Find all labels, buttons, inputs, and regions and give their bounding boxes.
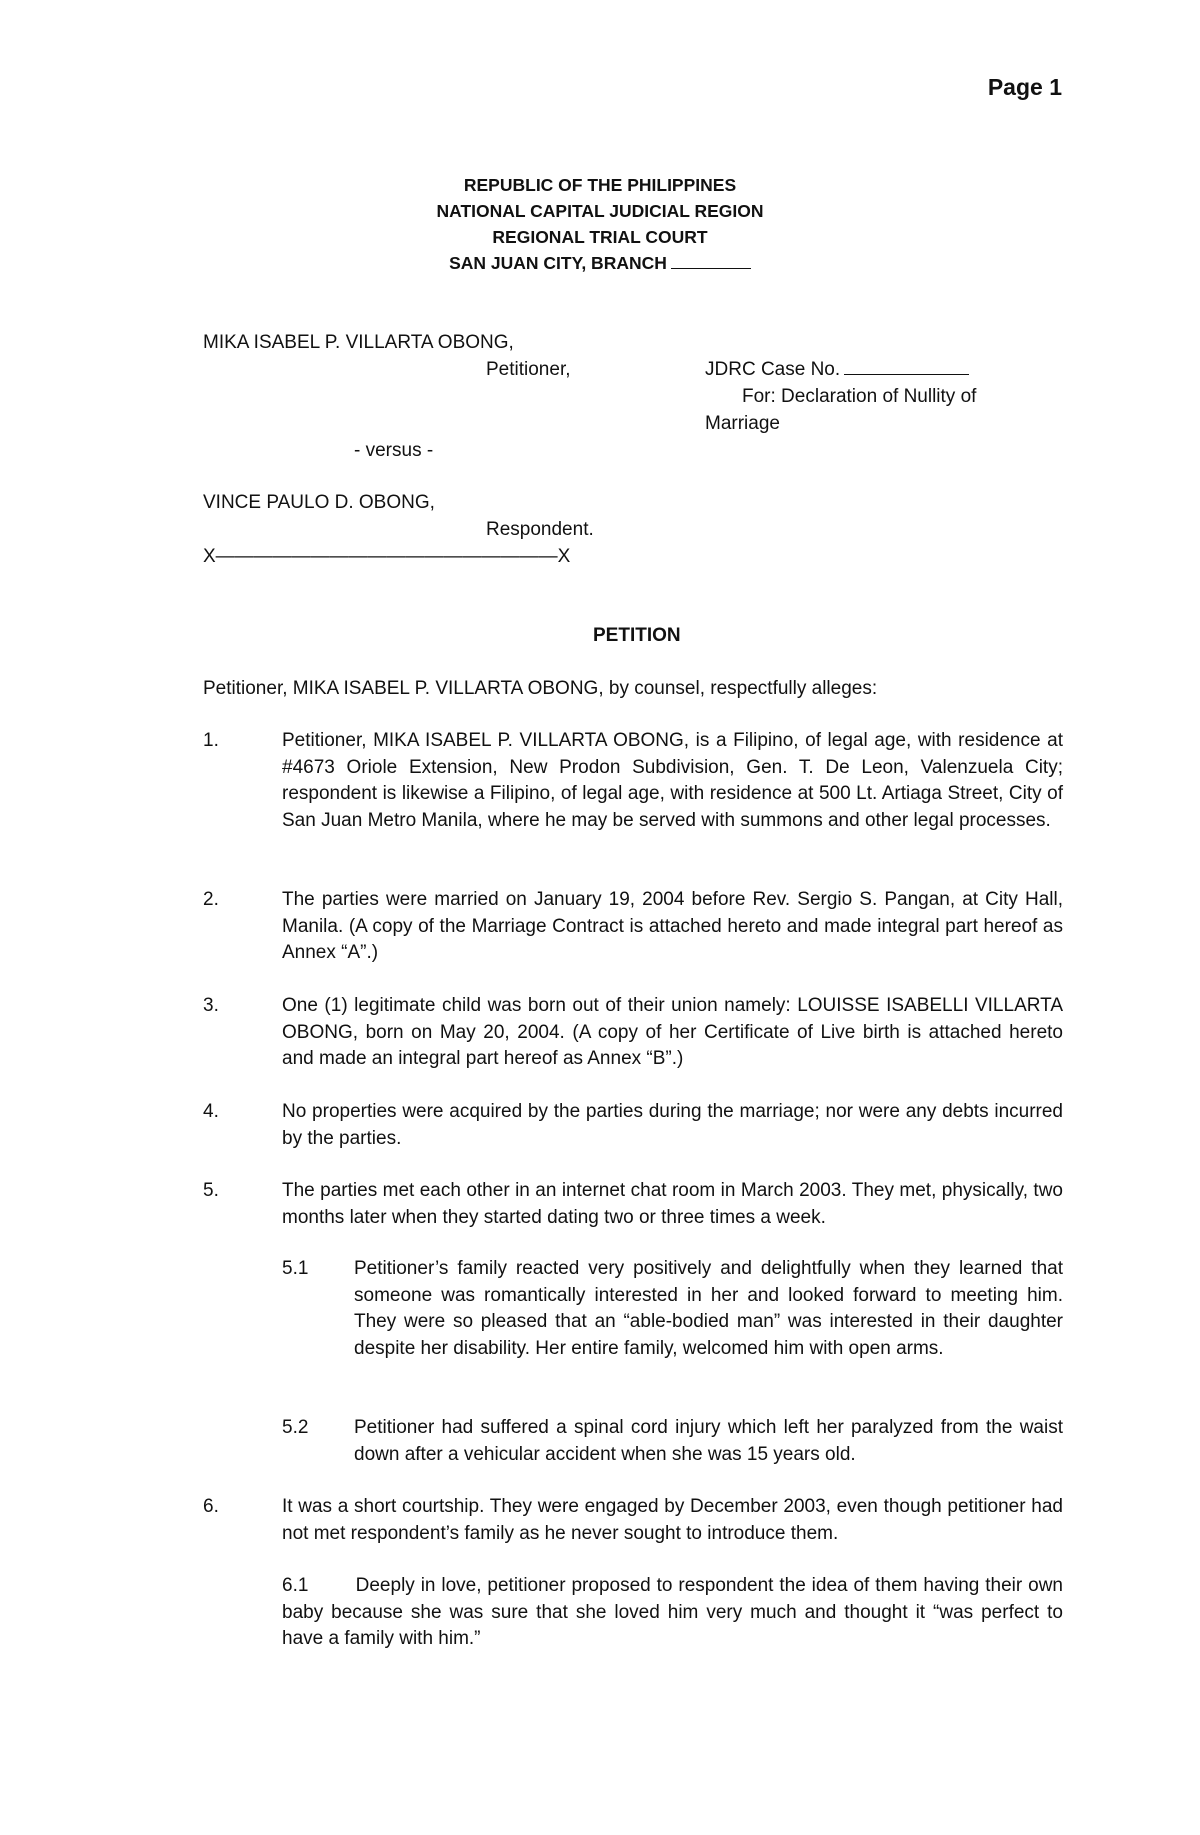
- subparagraph-5-1: [282, 1256, 1063, 1362]
- paragraph-2: [203, 887, 1063, 967]
- paragraph-6: [203, 1494, 1063, 1547]
- versus-label: - versus -: [354, 440, 434, 461]
- subparagraph-text: Petitioner had suffered a spinal cord injury which left her paralyzed from the waist down after a vehicular accident when she was 15 years old.: [354, 1417, 1063, 1465]
- paragraph-number: 3.: [203, 995, 219, 1016]
- header-branch-text: SAN JUAN CITY, BRANCH: [449, 253, 667, 273]
- header-branch: [0, 250, 1200, 277]
- respondent-label: Respondent.: [486, 519, 594, 540]
- subparagraph-5-2: [282, 1415, 1063, 1468]
- paragraph-text: The parties met each other in an internet chat room in March 2003. They met, physically, two months later when they started dating two or three times a week.: [282, 1180, 1063, 1228]
- petition-title: PETITION: [593, 625, 681, 646]
- paragraph-5: [203, 1178, 1063, 1231]
- subparagraph-text: Petitioner’s family reacted very positively and delightfully when they learned that someone was romantically interested in her and looked forward to meeting him. They were so pleased that an “able-bodied man” was interested in their daughter despite her disability. Her entire family, welcomed him with open arms.: [354, 1258, 1063, 1359]
- petitioner-label: Petitioner,: [486, 359, 571, 380]
- caption-separator: X——————————————————X: [203, 546, 571, 567]
- header-republic: REPUBLIC OF THE PHILIPPINES: [463, 175, 737, 195]
- paragraph-text: One (1) legitimate child was born out of their union namely: LOUISSE ISABELLI VILLARTA OBONG, born on May 20, 2004. (A copy of her Certificate of Live birth is attached hereto and made an integral part hereof as Annex “B”.): [282, 995, 1063, 1069]
- paragraph-number: 4.: [203, 1101, 219, 1122]
- intro-paragraph: Petitioner, MIKA ISABEL P. VILLARTA OBONG, by counsel, respectfully alleges:: [203, 678, 878, 699]
- paragraph-text: The parties were married on January 19, 2004 before Rev. Sergio S. Pangan, at City Hall, Manila. (A copy of the Marriage Contract is attached hereto and made integral part hereof as Annex “A”.): [282, 889, 1063, 963]
- case-nature: For: Declaration of Nullity of: [742, 386, 977, 407]
- paragraph-text: It was a short courtship. They were engaged by December 2003, even though petitioner had not met respondent’s family as he never sought to introduce them.: [282, 1496, 1063, 1544]
- paragraph-3: [203, 993, 1063, 1073]
- paragraph-text: Petitioner, MIKA ISABEL P. VILLARTA OBONG, is a Filipino, of legal age, with residence at #4673 Oriole Extension, New Prodon Subdivision, Gen. T. De Leon, Valenzuela City; respondent is likewise a Filipino, of legal age, with residence at 500 Lt. Artiaga Street, City of San Juan Metro Manila, where he may be served with summons and other legal processes.: [282, 730, 1063, 831]
- case-number-label: JDRC Case No.: [705, 359, 841, 380]
- paragraph-number: 2.: [203, 889, 219, 910]
- paragraph-6-1: 6.1 Deeply in love, petitioner proposed to respondent the idea of them having their own baby because she was sure that she loved him very much and thought it “was perfect to have a family with him.”: [282, 1575, 1069, 1649]
- page-number: Page 1: [987, 74, 1062, 100]
- case-number-blank-line: [844, 373, 969, 375]
- paragraph-number: 6.: [203, 1496, 219, 1517]
- case-nature-cont: Marriage: [705, 413, 780, 434]
- paragraph-4: [203, 1099, 1063, 1152]
- branch-blank-line: [671, 267, 751, 269]
- petitioner-name: MIKA ISABEL P. VILLARTA OBONG,: [203, 332, 514, 353]
- respondent-name: VINCE PAULO D. OBONG,: [203, 492, 435, 513]
- subparagraph-number: 5.1: [282, 1258, 309, 1279]
- header-trial-court: REGIONAL TRIAL COURT: [492, 227, 708, 247]
- paragraph-text: No properties were acquired by the parties during the marriage; nor were any debts incurred by the parties.: [282, 1101, 1063, 1149]
- paragraph-number: 5.: [203, 1180, 219, 1201]
- header-judicial-region: NATIONAL CAPITAL JUDICIAL REGION: [436, 201, 764, 221]
- case-number: [705, 357, 969, 384]
- subparagraph-number: 5.2: [282, 1417, 309, 1438]
- paragraph-1: [203, 728, 1063, 834]
- paragraph-number: 1.: [203, 730, 219, 751]
